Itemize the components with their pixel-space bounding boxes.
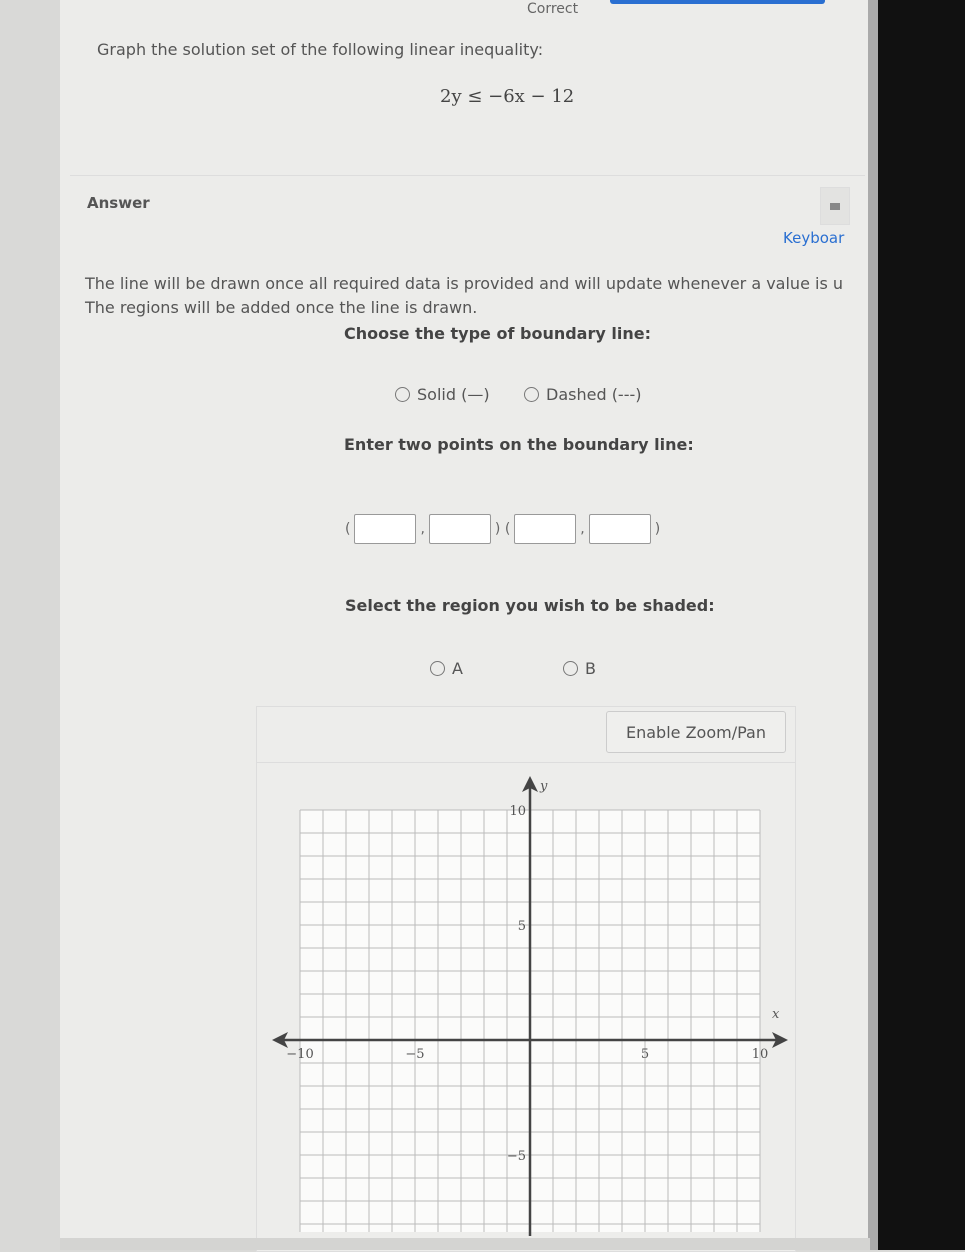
question-prompt: Graph the solution set of the following linear inequality: bbox=[97, 40, 544, 59]
radio-label: Dashed (---) bbox=[546, 385, 642, 404]
info-line-2: The regions will be added once the line is drawn. bbox=[85, 298, 478, 317]
status-text: Correct bbox=[527, 1, 579, 17]
y-tick-label: 10 bbox=[509, 804, 526, 819]
x-tick-label: 5 bbox=[640, 1047, 650, 1062]
x-tick-label: −5 bbox=[405, 1047, 425, 1062]
y-axis-label: y bbox=[540, 779, 548, 794]
answer-heading: Answer bbox=[87, 194, 150, 212]
comma: , bbox=[580, 521, 585, 537]
x-axis-label: x bbox=[772, 1007, 780, 1022]
x-tick-label: 10 bbox=[751, 1047, 769, 1062]
bottom-strip bbox=[60, 1238, 870, 1250]
keyboard-link[interactable]: Keyboar bbox=[783, 229, 845, 247]
region-label: Select the region you wish to be shaded: bbox=[345, 596, 715, 615]
y-tick-label: 5 bbox=[517, 919, 526, 934]
paren: ) ( bbox=[494, 521, 511, 537]
boundary-label: Choose the type of boundary line: bbox=[344, 324, 651, 343]
points-label: Enter two points on the boundary line: bbox=[344, 435, 694, 454]
radio-label: B bbox=[585, 659, 596, 678]
enable-zoom-pan-button[interactable]: Enable Zoom/Pan bbox=[606, 711, 786, 753]
comma: , bbox=[420, 521, 425, 537]
y-tick-label: −5 bbox=[506, 1149, 526, 1164]
info-line-1: The line will be drawn once all required data is provided and will update whenever a value is u bbox=[85, 274, 844, 293]
radio-label: A bbox=[452, 659, 463, 678]
radio-label: Solid (—) bbox=[417, 385, 490, 404]
x-tick-label: −10 bbox=[286, 1047, 314, 1062]
inequality: 2y ≤ −6x − 12 bbox=[440, 86, 575, 107]
paren: ( bbox=[345, 521, 351, 537]
paren: ) bbox=[654, 521, 661, 537]
